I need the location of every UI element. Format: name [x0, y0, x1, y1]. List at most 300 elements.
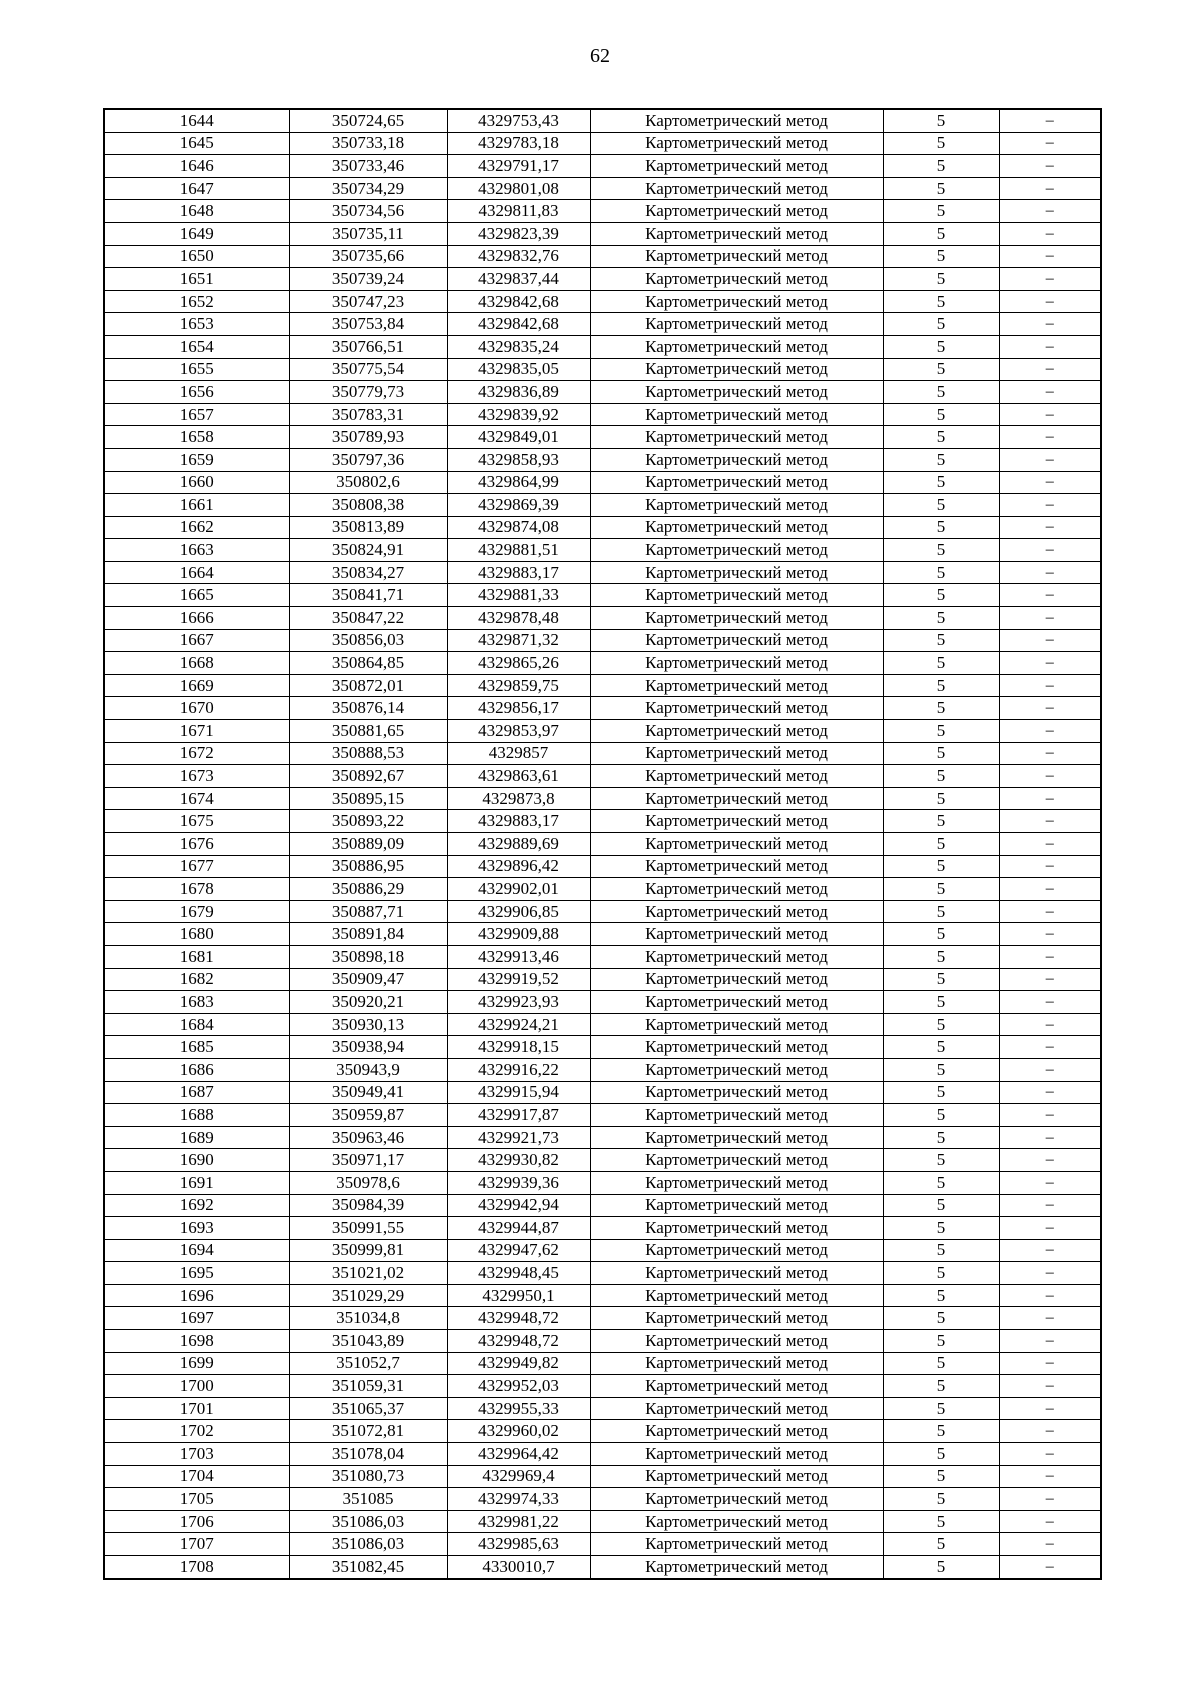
method-cell: Картометрический метод: [590, 358, 883, 381]
x-coordinate-cell: 350891,84: [289, 923, 447, 946]
x-coordinate-cell: 350733,46: [289, 155, 447, 178]
y-coordinate-cell: 4329950,1: [447, 1284, 590, 1307]
description-cell: –: [999, 1465, 1101, 1488]
y-coordinate-cell: 4329874,08: [447, 516, 590, 539]
y-coordinate-cell: 4329964,42: [447, 1443, 590, 1466]
accuracy-cell: 5: [883, 516, 999, 539]
y-coordinate-cell: 4329917,87: [447, 1104, 590, 1127]
y-coordinate-cell: 4329969,4: [447, 1465, 590, 1488]
table-row: [104, 833, 1101, 856]
x-coordinate-cell: 350797,36: [289, 448, 447, 471]
method-cell: Картометрический метод: [590, 878, 883, 901]
description-cell: –: [999, 1081, 1101, 1104]
x-coordinate-cell: 350978,6: [289, 1171, 447, 1194]
table-row: [104, 1081, 1101, 1104]
x-coordinate-cell: 350887,71: [289, 900, 447, 923]
table-row: [104, 1262, 1101, 1285]
description-cell: –: [999, 132, 1101, 155]
description-cell: –: [999, 720, 1101, 743]
page-number: 62: [590, 45, 610, 67]
x-coordinate-cell: 351029,29: [289, 1284, 447, 1307]
table-row: [104, 561, 1101, 584]
x-coordinate-cell: 350876,14: [289, 697, 447, 720]
description-cell: –: [999, 968, 1101, 991]
description-cell: –: [999, 1058, 1101, 1081]
y-coordinate-cell: 4329923,93: [447, 991, 590, 1014]
description-cell: –: [999, 290, 1101, 313]
point-number-cell: 1672: [104, 742, 289, 765]
method-cell: Картометрический метод: [590, 584, 883, 607]
description-cell: –: [999, 765, 1101, 788]
accuracy-cell: 5: [883, 945, 999, 968]
point-number-cell: 1680: [104, 923, 289, 946]
x-coordinate-cell: 350920,21: [289, 991, 447, 1014]
point-number-cell: 1667: [104, 629, 289, 652]
y-coordinate-cell: 4329753,43: [447, 109, 590, 132]
x-coordinate-cell: 350735,11: [289, 222, 447, 245]
description-cell: –: [999, 335, 1101, 358]
accuracy-cell: 5: [883, 833, 999, 856]
accuracy-cell: 5: [883, 313, 999, 336]
method-cell: Картометрический метод: [590, 1217, 883, 1240]
table-row: [104, 991, 1101, 1014]
accuracy-cell: 5: [883, 403, 999, 426]
x-coordinate-cell: 350971,17: [289, 1149, 447, 1172]
accuracy-cell: 5: [883, 765, 999, 788]
y-coordinate-cell: 4329924,21: [447, 1013, 590, 1036]
y-coordinate-cell: 4329985,63: [447, 1533, 590, 1556]
point-number-cell: 1678: [104, 878, 289, 901]
accuracy-cell: 5: [883, 1081, 999, 1104]
point-number-cell: 1668: [104, 652, 289, 675]
accuracy-cell: 5: [883, 245, 999, 268]
y-coordinate-cell: 4329869,39: [447, 494, 590, 517]
x-coordinate-cell: 351085: [289, 1488, 447, 1511]
y-coordinate-cell: 4329783,18: [447, 132, 590, 155]
table-row: [104, 1126, 1101, 1149]
method-cell: Картометрический метод: [590, 1330, 883, 1353]
description-cell: –: [999, 381, 1101, 404]
accuracy-cell: 5: [883, 629, 999, 652]
table-row: [104, 697, 1101, 720]
method-cell: Картометрический метод: [590, 1126, 883, 1149]
description-cell: –: [999, 1262, 1101, 1285]
table-row: [104, 652, 1101, 675]
x-coordinate-cell: 351078,04: [289, 1443, 447, 1466]
point-number-cell: 1646: [104, 155, 289, 178]
table-row: [104, 132, 1101, 155]
y-coordinate-cell: 4329856,17: [447, 697, 590, 720]
description-cell: –: [999, 810, 1101, 833]
table-row: [104, 448, 1101, 471]
method-cell: Картометрический метод: [590, 1556, 883, 1579]
accuracy-cell: 5: [883, 448, 999, 471]
point-number-cell: 1654: [104, 335, 289, 358]
y-coordinate-cell: 4329952,03: [447, 1375, 590, 1398]
description-cell: –: [999, 494, 1101, 517]
method-cell: Картометрический метод: [590, 1352, 883, 1375]
description-cell: –: [999, 448, 1101, 471]
y-coordinate-cell: 4329944,87: [447, 1217, 590, 1240]
accuracy-cell: 5: [883, 652, 999, 675]
table-row: [104, 1104, 1101, 1127]
table-row: [104, 313, 1101, 336]
accuracy-cell: 5: [883, 268, 999, 291]
accuracy-cell: 5: [883, 674, 999, 697]
description-cell: –: [999, 787, 1101, 810]
point-number-cell: 1683: [104, 991, 289, 1014]
point-number-cell: 1659: [104, 448, 289, 471]
table-row: [104, 900, 1101, 923]
x-coordinate-cell: 350938,94: [289, 1036, 447, 1059]
description-cell: –: [999, 1375, 1101, 1398]
table-row: [104, 878, 1101, 901]
y-coordinate-cell: 4329842,68: [447, 290, 590, 313]
point-number-cell: 1681: [104, 945, 289, 968]
description-cell: –: [999, 539, 1101, 562]
method-cell: Картометрический метод: [590, 1194, 883, 1217]
y-coordinate-cell: 4329916,22: [447, 1058, 590, 1081]
description-cell: –: [999, 1533, 1101, 1556]
point-number-cell: 1645: [104, 132, 289, 155]
table-row: [104, 177, 1101, 200]
point-number-cell: 1688: [104, 1104, 289, 1127]
table-row: [104, 1533, 1101, 1556]
method-cell: Картометрический метод: [590, 787, 883, 810]
point-number-cell: 1644: [104, 109, 289, 132]
x-coordinate-cell: 350864,85: [289, 652, 447, 675]
description-cell: –: [999, 629, 1101, 652]
table-row: [104, 1239, 1101, 1262]
description-cell: –: [999, 358, 1101, 381]
description-cell: –: [999, 833, 1101, 856]
y-coordinate-cell: 4329873,8: [447, 787, 590, 810]
y-coordinate-cell: 4329913,46: [447, 945, 590, 968]
description-cell: –: [999, 1352, 1101, 1375]
x-coordinate-cell: 350724,65: [289, 109, 447, 132]
x-coordinate-cell: 350735,66: [289, 245, 447, 268]
x-coordinate-cell: 350881,65: [289, 720, 447, 743]
point-number-cell: 1690: [104, 1149, 289, 1172]
accuracy-cell: 5: [883, 1239, 999, 1262]
point-number-cell: 1702: [104, 1420, 289, 1443]
point-number-cell: 1684: [104, 1013, 289, 1036]
x-coordinate-cell: 351065,37: [289, 1397, 447, 1420]
description-cell: –: [999, 313, 1101, 336]
point-number-cell: 1691: [104, 1171, 289, 1194]
point-number-cell: 1692: [104, 1194, 289, 1217]
accuracy-cell: 5: [883, 1058, 999, 1081]
x-coordinate-cell: 350991,55: [289, 1217, 447, 1240]
y-coordinate-cell: 4329921,73: [447, 1126, 590, 1149]
y-coordinate-cell: 4329839,92: [447, 403, 590, 426]
accuracy-cell: 5: [883, 923, 999, 946]
x-coordinate-cell: 350834,27: [289, 561, 447, 584]
description-cell: –: [999, 945, 1101, 968]
table-row: [104, 403, 1101, 426]
accuracy-cell: 5: [883, 720, 999, 743]
accuracy-cell: 5: [883, 358, 999, 381]
description-cell: –: [999, 1443, 1101, 1466]
accuracy-cell: 5: [883, 787, 999, 810]
x-coordinate-cell: 350999,81: [289, 1239, 447, 1262]
method-cell: Картометрический метод: [590, 494, 883, 517]
y-coordinate-cell: 4329896,42: [447, 855, 590, 878]
point-number-cell: 1687: [104, 1081, 289, 1104]
x-coordinate-cell: 350734,56: [289, 200, 447, 223]
table-row: [104, 1194, 1101, 1217]
table-row: [104, 1420, 1101, 1443]
point-number-cell: 1696: [104, 1284, 289, 1307]
point-number-cell: 1649: [104, 222, 289, 245]
table-row: [104, 290, 1101, 313]
accuracy-cell: 5: [883, 222, 999, 245]
x-coordinate-cell: 350802,6: [289, 471, 447, 494]
description-cell: –: [999, 697, 1101, 720]
method-cell: Картометрический метод: [590, 516, 883, 539]
table-row: [104, 335, 1101, 358]
method-cell: Картометрический метод: [590, 968, 883, 991]
y-coordinate-cell: 4329823,39: [447, 222, 590, 245]
description-cell: –: [999, 561, 1101, 584]
method-cell: Картометрический метод: [590, 1013, 883, 1036]
description-cell: –: [999, 1217, 1101, 1240]
method-cell: Картометрический метод: [590, 720, 883, 743]
point-number-cell: 1705: [104, 1488, 289, 1511]
x-coordinate-cell: 351086,03: [289, 1510, 447, 1533]
y-coordinate-cell: 4329883,17: [447, 561, 590, 584]
point-number-cell: 1658: [104, 426, 289, 449]
point-number-cell: 1700: [104, 1375, 289, 1398]
method-cell: Картометрический метод: [590, 1465, 883, 1488]
point-number-cell: 1706: [104, 1510, 289, 1533]
table-row: [104, 1149, 1101, 1172]
x-coordinate-cell: 350895,15: [289, 787, 447, 810]
y-coordinate-cell: 4329948,72: [447, 1330, 590, 1353]
x-coordinate-cell: 350888,53: [289, 742, 447, 765]
point-number-cell: 1685: [104, 1036, 289, 1059]
coordinates-table-body: [104, 109, 1101, 1579]
y-coordinate-cell: 4329949,82: [447, 1352, 590, 1375]
x-coordinate-cell: 351072,81: [289, 1420, 447, 1443]
point-number-cell: 1697: [104, 1307, 289, 1330]
y-coordinate-cell: 4329915,94: [447, 1081, 590, 1104]
description-cell: –: [999, 268, 1101, 291]
accuracy-cell: 5: [883, 607, 999, 630]
table-row: [104, 155, 1101, 178]
point-number-cell: 1648: [104, 200, 289, 223]
method-cell: Картометрический метод: [590, 1081, 883, 1104]
y-coordinate-cell: 4329836,89: [447, 381, 590, 404]
x-coordinate-cell: 350847,22: [289, 607, 447, 630]
point-number-cell: 1694: [104, 1239, 289, 1262]
table-row: [104, 742, 1101, 765]
y-coordinate-cell: 4329881,33: [447, 584, 590, 607]
point-number-cell: 1704: [104, 1465, 289, 1488]
point-number-cell: 1693: [104, 1217, 289, 1240]
method-cell: Картометрический метод: [590, 1036, 883, 1059]
x-coordinate-cell: 350824,91: [289, 539, 447, 562]
description-cell: –: [999, 1171, 1101, 1194]
method-cell: Картометрический метод: [590, 652, 883, 675]
accuracy-cell: 5: [883, 1284, 999, 1307]
point-number-cell: 1665: [104, 584, 289, 607]
table-row: [104, 381, 1101, 404]
accuracy-cell: 5: [883, 1149, 999, 1172]
x-coordinate-cell: 351021,02: [289, 1262, 447, 1285]
method-cell: Картометрический метод: [590, 1420, 883, 1443]
method-cell: Картометрический метод: [590, 471, 883, 494]
point-number-cell: 1703: [104, 1443, 289, 1466]
method-cell: Картометрический метод: [590, 765, 883, 788]
y-coordinate-cell: 4329864,99: [447, 471, 590, 494]
method-cell: Картометрический метод: [590, 697, 883, 720]
x-coordinate-cell: 350739,24: [289, 268, 447, 291]
accuracy-cell: 5: [883, 1465, 999, 1488]
point-number-cell: 1655: [104, 358, 289, 381]
point-number-cell: 1666: [104, 607, 289, 630]
x-coordinate-cell: 350789,93: [289, 426, 447, 449]
table-row: [104, 787, 1101, 810]
y-coordinate-cell: 4329981,22: [447, 1510, 590, 1533]
x-coordinate-cell: 350984,39: [289, 1194, 447, 1217]
point-number-cell: 1707: [104, 1533, 289, 1556]
accuracy-cell: 5: [883, 1533, 999, 1556]
method-cell: Картометрический метод: [590, 1284, 883, 1307]
description-cell: –: [999, 426, 1101, 449]
accuracy-cell: 5: [883, 494, 999, 517]
accuracy-cell: 5: [883, 290, 999, 313]
y-coordinate-cell: 4329858,93: [447, 448, 590, 471]
x-coordinate-cell: 350733,18: [289, 132, 447, 155]
description-cell: –: [999, 855, 1101, 878]
y-coordinate-cell: 4329811,83: [447, 200, 590, 223]
point-number-cell: 1671: [104, 720, 289, 743]
y-coordinate-cell: 4329889,69: [447, 833, 590, 856]
y-coordinate-cell: 4329909,88: [447, 923, 590, 946]
description-cell: –: [999, 1420, 1101, 1443]
accuracy-cell: 5: [883, 1171, 999, 1194]
y-coordinate-cell: 4329902,01: [447, 878, 590, 901]
description-cell: –: [999, 1126, 1101, 1149]
point-number-cell: 1669: [104, 674, 289, 697]
method-cell: Картометрический метод: [590, 1058, 883, 1081]
accuracy-cell: 5: [883, 381, 999, 404]
y-coordinate-cell: 4329919,52: [447, 968, 590, 991]
accuracy-cell: 5: [883, 1013, 999, 1036]
point-number-cell: 1698: [104, 1330, 289, 1353]
accuracy-cell: 5: [883, 1375, 999, 1398]
x-coordinate-cell: 351082,45: [289, 1556, 447, 1579]
description-cell: –: [999, 1556, 1101, 1579]
description-cell: –: [999, 1330, 1101, 1353]
table-row: [104, 855, 1101, 878]
x-coordinate-cell: 350963,46: [289, 1126, 447, 1149]
method-cell: Картометрический метод: [590, 1239, 883, 1262]
method-cell: Картометрический метод: [590, 268, 883, 291]
y-coordinate-cell: 4329849,01: [447, 426, 590, 449]
description-cell: –: [999, 222, 1101, 245]
x-coordinate-cell: 350747,23: [289, 290, 447, 313]
description-cell: –: [999, 403, 1101, 426]
accuracy-cell: 5: [883, 109, 999, 132]
method-cell: Картометрический метод: [590, 1171, 883, 1194]
x-coordinate-cell: 350753,84: [289, 313, 447, 336]
y-coordinate-cell: 4329863,61: [447, 765, 590, 788]
y-coordinate-cell: 4329955,33: [447, 1397, 590, 1420]
accuracy-cell: 5: [883, 335, 999, 358]
accuracy-cell: 5: [883, 1126, 999, 1149]
point-number-cell: 1673: [104, 765, 289, 788]
point-number-cell: 1661: [104, 494, 289, 517]
point-number-cell: 1682: [104, 968, 289, 991]
method-cell: Картометрический метод: [590, 381, 883, 404]
x-coordinate-cell: 350886,95: [289, 855, 447, 878]
y-coordinate-cell: 4329835,05: [447, 358, 590, 381]
table-row: [104, 1330, 1101, 1353]
x-coordinate-cell: 351080,73: [289, 1465, 447, 1488]
table-row: [104, 494, 1101, 517]
accuracy-cell: 5: [883, 1510, 999, 1533]
description-cell: –: [999, 200, 1101, 223]
y-coordinate-cell: 4329842,68: [447, 313, 590, 336]
table-row: [104, 1375, 1101, 1398]
table-row: [104, 674, 1101, 697]
x-coordinate-cell: 350909,47: [289, 968, 447, 991]
point-number-cell: 1657: [104, 403, 289, 426]
method-cell: Картометрический метод: [590, 109, 883, 132]
method-cell: Картометрический метод: [590, 426, 883, 449]
accuracy-cell: 5: [883, 471, 999, 494]
method-cell: Картометрический метод: [590, 1533, 883, 1556]
table-row: [104, 1397, 1101, 1420]
description-cell: –: [999, 1488, 1101, 1511]
table-row: [104, 1171, 1101, 1194]
accuracy-cell: 5: [883, 1488, 999, 1511]
accuracy-cell: 5: [883, 1420, 999, 1443]
point-number-cell: 1695: [104, 1262, 289, 1285]
x-coordinate-cell: 350841,71: [289, 584, 447, 607]
method-cell: Картометрический метод: [590, 1104, 883, 1127]
x-coordinate-cell: 350959,87: [289, 1104, 447, 1127]
method-cell: Картометрический метод: [590, 539, 883, 562]
table-row: [104, 1352, 1101, 1375]
method-cell: Картометрический метод: [590, 1262, 883, 1285]
point-number-cell: 1653: [104, 313, 289, 336]
method-cell: Картометрический метод: [590, 1397, 883, 1420]
method-cell: Картометрический метод: [590, 1149, 883, 1172]
description-cell: –: [999, 900, 1101, 923]
accuracy-cell: 5: [883, 1556, 999, 1579]
point-number-cell: 1677: [104, 855, 289, 878]
table-row: [104, 1443, 1101, 1466]
description-cell: –: [999, 1013, 1101, 1036]
description-cell: –: [999, 1194, 1101, 1217]
accuracy-cell: 5: [883, 584, 999, 607]
method-cell: Картометрический метод: [590, 810, 883, 833]
y-coordinate-cell: 4329947,62: [447, 1239, 590, 1262]
table-row: [104, 1307, 1101, 1330]
accuracy-cell: 5: [883, 1194, 999, 1217]
accuracy-cell: 5: [883, 878, 999, 901]
accuracy-cell: 5: [883, 968, 999, 991]
accuracy-cell: 5: [883, 991, 999, 1014]
y-coordinate-cell: 4329801,08: [447, 177, 590, 200]
point-number-cell: 1699: [104, 1352, 289, 1375]
x-coordinate-cell: 350775,54: [289, 358, 447, 381]
y-coordinate-cell: 4329948,72: [447, 1307, 590, 1330]
table-row: [104, 1465, 1101, 1488]
